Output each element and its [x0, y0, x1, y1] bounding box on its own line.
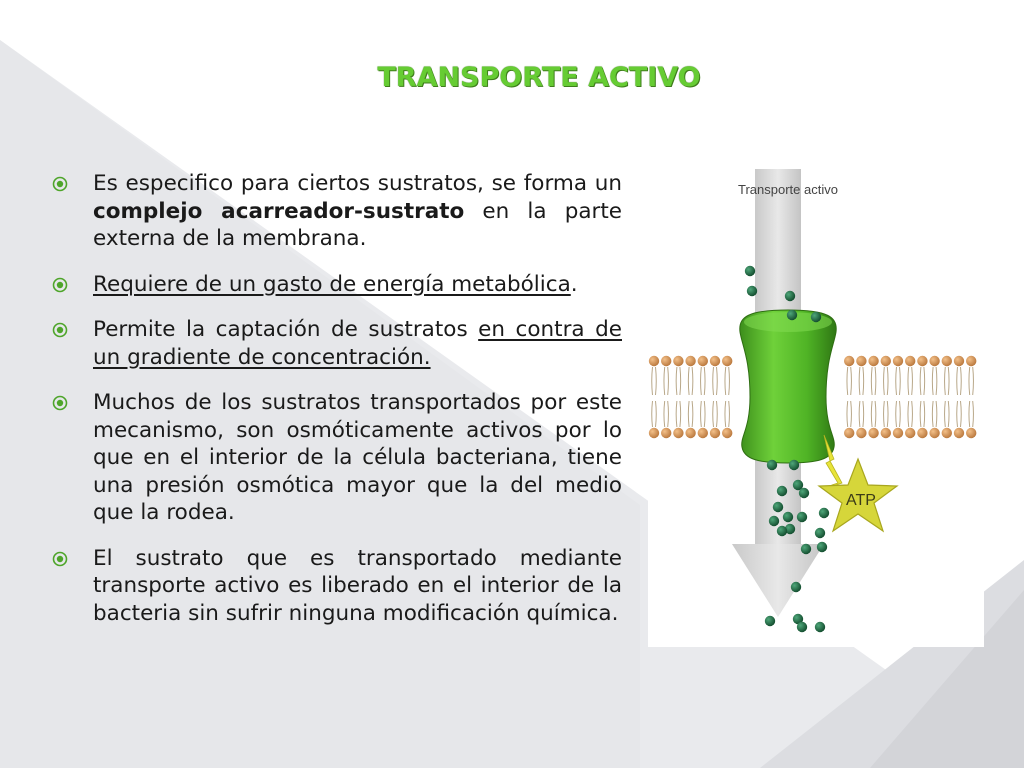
- bullet-item: [52, 545, 622, 628]
- lipid-head: [710, 428, 720, 438]
- atp-label: ATP: [846, 492, 876, 509]
- bullet-item: [52, 389, 622, 527]
- bullet-item: [52, 316, 622, 371]
- lipid-tail: [847, 367, 852, 395]
- bullet-3-underlined: en contra de un gradiente de concentración.: [93, 317, 622, 370]
- substrate-molecule: [747, 286, 757, 296]
- lipid-head: [942, 356, 952, 366]
- lipid-tail: [969, 401, 974, 427]
- lipid-tail: [871, 401, 876, 427]
- carrier-protein: [740, 310, 836, 463]
- substrate-molecule: [765, 616, 775, 626]
- substrate-molecule: [801, 544, 811, 554]
- lipid-tail: [652, 401, 657, 427]
- bullet-icon: [52, 395, 68, 411]
- lipid-head: [905, 428, 915, 438]
- lipid-tail: [969, 367, 974, 395]
- lipid-tail: [957, 401, 962, 427]
- substrate-molecule: [773, 502, 783, 512]
- active-transport-figure: [648, 167, 984, 647]
- active-transport-diagram: [648, 167, 984, 647]
- lipid-head: [929, 356, 939, 366]
- lipid-head: [722, 428, 732, 438]
- substrate-molecule: [785, 291, 795, 301]
- lipid-head: [905, 356, 915, 366]
- bullet-icon: [52, 176, 68, 192]
- bullet-icon: [52, 551, 68, 567]
- substrate-molecule: [817, 542, 827, 552]
- lipid-head: [966, 356, 976, 366]
- lipid-head: [917, 428, 927, 438]
- lipid-tail: [713, 367, 718, 395]
- lipid-tail: [871, 367, 876, 395]
- lipid-head: [661, 356, 671, 366]
- lipid-head: [673, 428, 683, 438]
- substrate-molecule: [791, 582, 801, 592]
- lipid-tail: [713, 401, 718, 427]
- lipid-tail: [847, 401, 852, 427]
- lipid-head: [868, 428, 878, 438]
- substrate-molecule: [769, 516, 779, 526]
- substrate-molecule: [815, 528, 825, 538]
- bullet-1-text: Es especifico para ciertos sustratos, se forma un complejo acarreador-sustrato en la parte externa de la membrana.: [93, 171, 623, 251]
- bullet-4-text: Muchos de los sustratos transportados por este mecanismo, son osmóticamente activos por lo que en el interior de la célula bacteriana, tiene una presión osmótica mayor que la del medio que la rodea.: [93, 390, 622, 525]
- bullet-list: [52, 170, 622, 645]
- substrate-molecule: [789, 460, 799, 470]
- lipid-head: [881, 428, 891, 438]
- lipid-head: [698, 356, 708, 366]
- lipid-tail: [896, 367, 901, 395]
- lipid-head: [942, 428, 952, 438]
- lipid-tail: [932, 367, 937, 395]
- lipid-head: [966, 428, 976, 438]
- figure-label: Transporte activo: [738, 182, 838, 197]
- lipid-head: [710, 356, 720, 366]
- bullet-3-text: Permite la captación de sustratos en contra de un gradiente de concentración.: [93, 317, 622, 370]
- lipid-tail: [920, 367, 925, 395]
- lipid-tail: [725, 367, 730, 395]
- lipid-tail: [676, 401, 681, 427]
- substrate-molecule: [745, 266, 755, 276]
- lipid-tail: [859, 367, 864, 395]
- lipid-head: [917, 356, 927, 366]
- substrate-molecule: [777, 526, 787, 536]
- bullet-1-bold: complejo acarreador-sustrato: [93, 198, 465, 224]
- lipid-tail: [688, 401, 693, 427]
- lipid-tail: [896, 401, 901, 427]
- slide-title: TRANSPORTE ACTIVO: [377, 62, 701, 93]
- substrate-molecule: [767, 460, 777, 470]
- lipid-head: [649, 428, 659, 438]
- lipid-tail: [701, 367, 706, 395]
- substrate-molecule: [783, 512, 793, 522]
- bullet-icon: [52, 277, 68, 293]
- substrate-molecule: [797, 622, 807, 632]
- bullet-item: [52, 271, 622, 299]
- substrate-molecule: [787, 310, 797, 320]
- lipid-head: [929, 428, 939, 438]
- lipid-tail: [908, 367, 913, 395]
- lipid-tail: [664, 401, 669, 427]
- lipid-head: [685, 356, 695, 366]
- lipid-head: [856, 428, 866, 438]
- lipid-tail: [908, 401, 913, 427]
- lipid-tail: [945, 367, 950, 395]
- bullet-icon: [52, 322, 68, 338]
- lipid-head: [844, 428, 854, 438]
- bullet-2-underlined: Requiere de un gasto de energía metabólica: [93, 271, 571, 297]
- substrate-molecule: [815, 622, 825, 632]
- lipid-head: [685, 428, 695, 438]
- lipid-tail: [688, 367, 693, 395]
- lipid-tail: [884, 367, 889, 395]
- substrate-molecule: [799, 488, 809, 498]
- substrate-molecule: [777, 486, 787, 496]
- lipid-tail: [932, 401, 937, 427]
- bullet-2-text: Requiere de un gasto de energía metabólica.: [93, 271, 578, 297]
- substrate-molecule: [797, 512, 807, 522]
- lipid-head: [649, 356, 659, 366]
- lipid-head: [868, 356, 878, 366]
- lipid-tail: [884, 401, 889, 427]
- lipid-head: [954, 356, 964, 366]
- bullet-item: [52, 170, 622, 253]
- lipid-head: [661, 428, 671, 438]
- lipid-head: [722, 356, 732, 366]
- lipid-tail: [859, 401, 864, 427]
- lipid-head: [954, 428, 964, 438]
- lipid-head: [893, 428, 903, 438]
- lipid-head: [698, 428, 708, 438]
- substrate-molecule: [811, 312, 821, 322]
- lipid-tail: [725, 401, 730, 427]
- lipid-head: [881, 356, 891, 366]
- lipid-head: [856, 356, 866, 366]
- lipid-tail: [664, 367, 669, 395]
- lipid-tail: [676, 367, 681, 395]
- lipid-tail: [920, 401, 925, 427]
- lipid-tail: [701, 401, 706, 427]
- bullet-5-text: El sustrato que es transportado mediante transporte activo es liberado en el interior de la bacteria sin sufrir ninguna modificación química.: [93, 545, 622, 626]
- substrate-molecule: [819, 508, 829, 518]
- lipid-tail: [945, 401, 950, 427]
- lipid-tail: [957, 367, 962, 395]
- lipid-tail: [652, 367, 657, 395]
- lipid-head: [844, 356, 854, 366]
- lipid-head: [673, 356, 683, 366]
- lipid-head: [893, 356, 903, 366]
